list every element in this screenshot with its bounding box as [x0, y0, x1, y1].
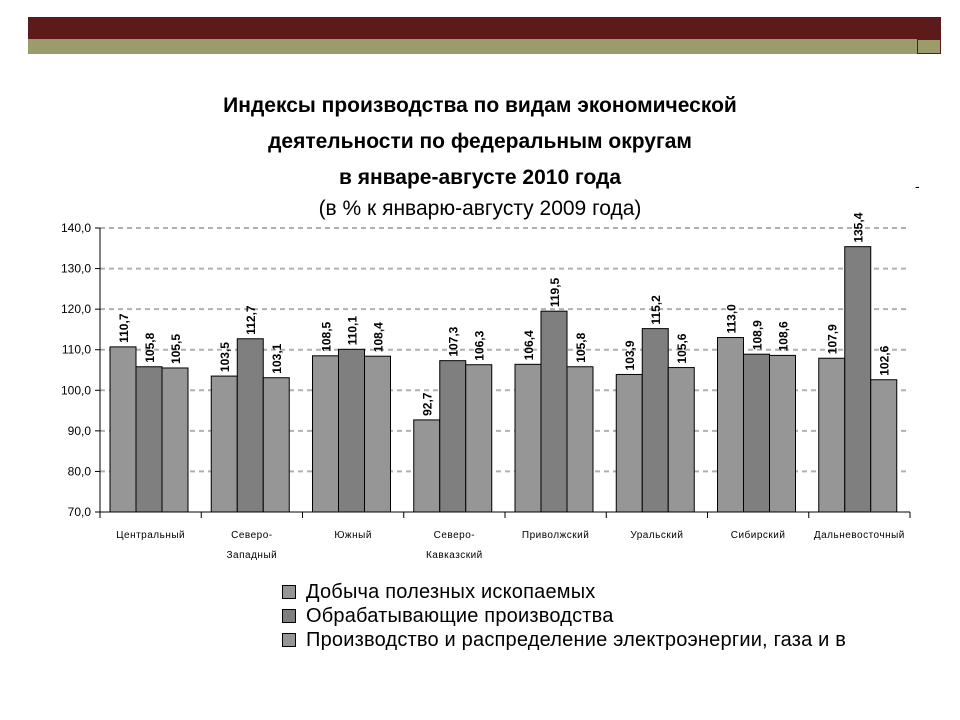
bar — [414, 420, 440, 512]
bar-value-label: 110,1 — [345, 315, 360, 346]
bar — [237, 339, 263, 512]
bar — [871, 380, 897, 512]
bar-value-label: 105,8 — [143, 332, 157, 363]
bar-value-label: 103,9 — [623, 340, 638, 371]
bar — [339, 349, 365, 512]
bar-value-label: 105,5 — [169, 333, 183, 364]
x-category-label: Северо- — [231, 530, 273, 541]
bar — [440, 361, 466, 512]
bar-value-label: 103,1 — [270, 343, 285, 374]
legend-label-manufacturing: Обрабатывающие производства — [306, 604, 614, 627]
bar-value-label: 105,6 — [675, 333, 690, 364]
y-tick-label: 70,0 — [67, 505, 91, 519]
bar — [567, 367, 593, 512]
decorative-dot: - — [915, 178, 920, 194]
y-tick-label: 140,0 — [60, 221, 91, 235]
bar-value-label: 108,9 — [750, 320, 765, 351]
bar-value-label: 108,6 — [776, 321, 791, 352]
x-category-label: Приволжский — [521, 530, 590, 541]
x-category-label: Сибирский — [730, 530, 786, 541]
legend-swatch-mining — [282, 585, 296, 599]
y-tick-label: 130,0 — [60, 261, 91, 276]
bar-value-label: 119,5 — [548, 277, 562, 308]
bar — [718, 338, 744, 512]
bar-value-label: 102,6 — [877, 345, 892, 376]
bar — [515, 364, 541, 512]
bar — [162, 368, 188, 512]
bar — [819, 358, 845, 512]
x-category-label: Центральный — [116, 530, 186, 541]
chart-title-line-1: Индексы производства по видам экономической — [223, 94, 737, 117]
bar-value-label: 92,7 — [420, 392, 435, 416]
y-tick-label: 100,0 — [60, 383, 91, 398]
bar — [642, 329, 668, 512]
bar — [668, 368, 694, 512]
x-category-label: Западный — [226, 550, 278, 561]
bar — [136, 367, 162, 512]
bar — [541, 311, 567, 512]
bar-value-label: 108,5 — [319, 321, 334, 352]
bar-value-label: 108,4 — [371, 322, 386, 353]
bar — [110, 347, 136, 512]
legend-item-mining — [282, 580, 846, 604]
bar — [466, 365, 492, 512]
bar-value-label: 113,0 — [724, 304, 739, 334]
chart-title-line-3: в январе-августе 2010 года — [338, 166, 622, 189]
bar — [770, 355, 796, 512]
bar-value-label: 106,3 — [472, 330, 487, 361]
bar-value-label: 103,5 — [218, 342, 233, 373]
legend-swatch-utilities — [282, 633, 296, 647]
legend-label-utilities: Производство и распределение электроэнергии, газа и в — [306, 628, 847, 651]
chart-subtitle: (в % к январю-августу 2009 года) — [318, 197, 642, 220]
bar — [845, 247, 871, 512]
bar — [616, 374, 642, 512]
legend-item-manufacturing — [282, 604, 846, 628]
bar — [744, 354, 770, 512]
legend-item-utilities — [282, 628, 846, 652]
y-tick-label: 120,0 — [60, 302, 91, 317]
x-category-label: Уральский — [630, 530, 684, 541]
bar — [211, 376, 237, 512]
bar-value-label: 135,4 — [851, 212, 866, 243]
y-tick-label: 80,0 — [67, 464, 91, 479]
bar — [365, 356, 391, 512]
chart-title-line-2: деятельности по федеральным округам — [268, 130, 692, 153]
y-tick-label: 90,0 — [67, 423, 91, 438]
x-category-label: Южный — [334, 530, 372, 541]
bar-value-label: 107,9 — [825, 324, 840, 355]
bar-value-label: 115,2 — [649, 295, 664, 325]
x-category-label: Северо- — [433, 530, 476, 541]
legend-label-mining: Добыча полезных ископаемых — [306, 580, 596, 603]
legend — [282, 580, 846, 652]
bar-value-label: 112,7 — [244, 305, 259, 335]
bar-value-label: 105,8 — [574, 332, 588, 363]
y-tick-label: 110,0 — [61, 342, 91, 357]
bar — [313, 356, 339, 512]
legend-swatch-manufacturing — [282, 609, 296, 623]
bar — [263, 378, 289, 512]
bar-value-label: 107,3 — [446, 326, 461, 357]
x-category-label: Кавказский — [425, 550, 483, 561]
x-category-label: Дальневосточный — [813, 530, 905, 541]
bar-value-label: 106,4 — [522, 330, 536, 361]
bar-value-label: 110,7 — [117, 313, 131, 343]
